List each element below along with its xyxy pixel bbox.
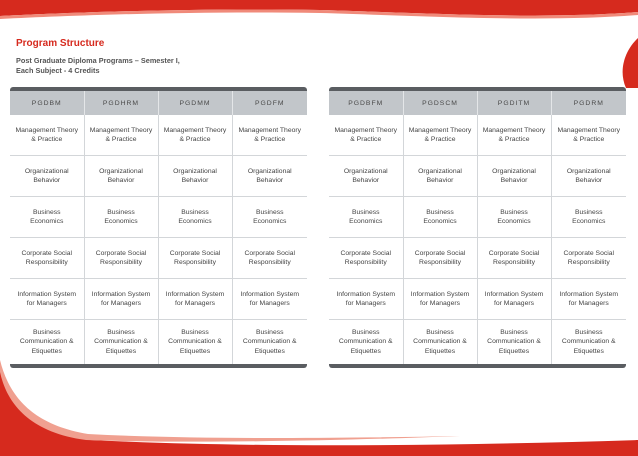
subject-cell: Organizational Behavior <box>329 156 403 197</box>
subject-cell: Organizational Behavior <box>551 156 626 197</box>
subject-cell: Corporate Social Responsibility <box>232 238 307 279</box>
subject-cell: Corporate Social Responsibility <box>158 238 232 279</box>
header-row <box>329 91 626 115</box>
subject-cell: Information System for Managers <box>84 279 158 320</box>
subject-cell: Corporate Social Responsibility <box>551 238 626 279</box>
page-subtitle <box>16 56 180 76</box>
subject-cell: Corporate Social Responsibility <box>10 238 84 279</box>
subject-cell: Business Economics <box>329 197 403 238</box>
subject-row <box>10 238 307 279</box>
subject-cell: Business Economics <box>477 197 551 238</box>
subject-cell: Management Theory & Practice <box>232 115 307 156</box>
subject-cell: Organizational Behavior <box>232 156 307 197</box>
subject-cell: Business Communication & Etiquettes <box>242 328 297 355</box>
subject-cell: Organizational Behavior <box>158 156 232 197</box>
subject-cell: Business Economics <box>232 197 307 238</box>
subject-cell: Information System for Managers <box>232 279 307 320</box>
subject-cell: Management Theory & Practice <box>477 115 551 156</box>
subject-cell: Business Communication & Etiquettes <box>158 320 232 365</box>
subject-row <box>329 238 626 279</box>
subject-cell: Business Economics <box>10 197 84 238</box>
program-header: PGDITM <box>477 91 551 115</box>
program-header: PGDMM <box>158 91 232 115</box>
subject-cell: Organizational Behavior <box>477 156 551 197</box>
subject-cell: Corporate Social Responsibility <box>477 238 551 279</box>
subject-cell: Business Economics <box>551 197 626 238</box>
subject-row <box>10 320 307 365</box>
subject-cell: Business Communication & Etiquettes <box>10 320 84 365</box>
program-header: PGDBFM <box>329 91 403 115</box>
subject-cell: Organizational Behavior <box>84 156 158 197</box>
subject-cell: Business Communication & Etiquettes <box>561 328 616 355</box>
subject-cell: Business Economics <box>84 197 158 238</box>
subject-cell: Business Communication & Etiquettes <box>84 320 158 365</box>
subject-row <box>10 156 307 197</box>
subject-cell: Business Communication & Etiquettes <box>403 320 477 365</box>
subject-cell: Information System for Managers <box>158 279 232 320</box>
header-row <box>10 91 307 115</box>
subject-cell: Management Theory & Practice <box>84 115 158 156</box>
subject-cell: Management Theory & Practice <box>551 115 626 156</box>
page-title: Program Structure <box>16 38 105 49</box>
subtitle-line-1: Post Graduate Diploma Programs – Semester I, <box>16 56 180 65</box>
right-program-table-frame <box>329 87 626 368</box>
left-program-table-frame <box>10 87 307 368</box>
subject-cell: Information System for Managers <box>10 279 84 320</box>
subject-cell: Organizational Behavior <box>10 156 84 197</box>
subject-row <box>329 197 626 238</box>
subtitle-line-2: Each Subject - 4 Credits <box>16 66 100 75</box>
program-header: PGDBM <box>10 91 84 115</box>
subject-row <box>10 279 307 320</box>
subject-cell: Management Theory & Practice <box>10 115 84 156</box>
subject-row <box>329 279 626 320</box>
subject-row <box>329 115 626 156</box>
program-header: PGDSCM <box>403 91 477 115</box>
left-program-table <box>10 91 307 364</box>
subject-cell: Corporate Social Responsibility <box>329 238 403 279</box>
subject-cell: Information System for Managers <box>403 279 477 320</box>
subject-row <box>10 115 307 156</box>
subject-cell: Business Communication & Etiquettes <box>477 320 551 365</box>
subject-cell: Organizational Behavior <box>403 156 477 197</box>
subject-cell: Management Theory & Practice <box>329 115 403 156</box>
subject-cell: Information System for Managers <box>329 279 403 320</box>
subject-cell: Information System for Managers <box>551 279 626 320</box>
subject-cell: Management Theory & Practice <box>403 115 477 156</box>
subject-cell: Business Economics <box>403 197 477 238</box>
subject-cell: Information System for Managers <box>477 279 551 320</box>
subject-row <box>329 320 626 365</box>
subject-cell: Corporate Social Responsibility <box>403 238 477 279</box>
subject-cell: Business Communication & Etiquettes <box>329 320 403 365</box>
subject-cell: Corporate Social Responsibility <box>84 238 158 279</box>
right-program-table <box>329 91 626 364</box>
subject-cell: Business Economics <box>158 197 232 238</box>
subject-cell: Management Theory & Practice <box>158 115 232 156</box>
subject-row <box>329 156 626 197</box>
program-header: PGDRM <box>551 91 626 115</box>
program-header: PGDHRM <box>84 91 158 115</box>
program-header: PGDFM <box>232 91 307 115</box>
subject-row <box>10 197 307 238</box>
